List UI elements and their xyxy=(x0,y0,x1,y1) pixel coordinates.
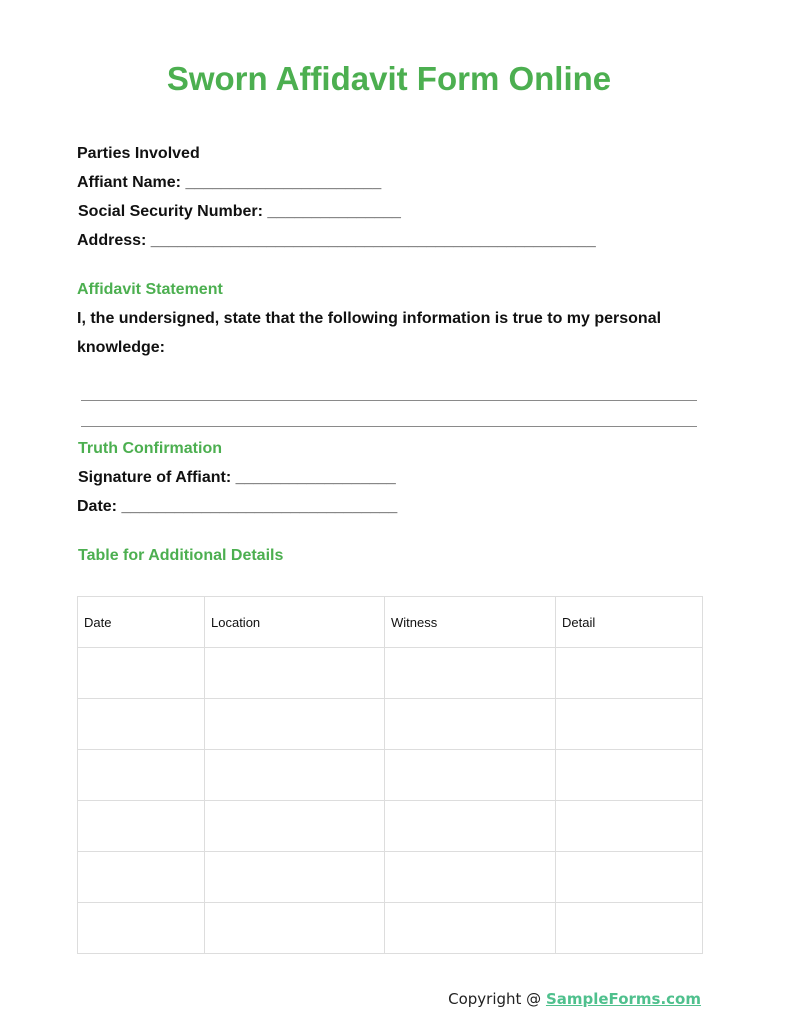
table-cell xyxy=(78,648,205,699)
address-field: Address: __________________________________________________ xyxy=(77,232,596,249)
table-cell xyxy=(556,903,703,954)
table-header-row xyxy=(78,597,703,648)
table-cell xyxy=(205,750,385,801)
table-cell xyxy=(385,852,556,903)
date-field: Date: _______________________________ xyxy=(77,498,398,515)
statement-blank-line-2 xyxy=(81,426,697,427)
table-cell xyxy=(385,648,556,699)
table-cell xyxy=(385,903,556,954)
table-row xyxy=(78,699,703,750)
table-cell xyxy=(78,750,205,801)
column-header-witness: Witness xyxy=(385,597,556,648)
table-cell xyxy=(556,750,703,801)
parties-heading: Parties Involved xyxy=(77,145,200,162)
table-cell xyxy=(556,699,703,750)
column-header-detail: Detail xyxy=(556,597,703,648)
table-row xyxy=(78,852,703,903)
table-cell xyxy=(385,801,556,852)
table-cell xyxy=(556,648,703,699)
column-header-date: Date xyxy=(78,597,205,648)
table-cell xyxy=(556,852,703,903)
affidavit-statement-heading: Affidavit Statement xyxy=(77,281,223,298)
table-cell xyxy=(385,699,556,750)
table-row xyxy=(78,648,703,699)
table-cell xyxy=(78,699,205,750)
table-row xyxy=(78,750,703,801)
affiant-name-field: Affiant Name: ______________________ xyxy=(77,174,382,191)
copyright-text: Copyright @ xyxy=(448,990,546,1008)
additional-details-heading: Table for Additional Details xyxy=(78,547,284,564)
table-cell xyxy=(78,903,205,954)
table-cell xyxy=(205,852,385,903)
table-row xyxy=(78,903,703,954)
ssn-field: Social Security Number: _______________ xyxy=(78,203,401,220)
table-row xyxy=(78,801,703,852)
column-header-location: Location xyxy=(205,597,385,648)
page-title: Sworn Affidavit Form Online xyxy=(166,60,612,97)
table-cell xyxy=(205,648,385,699)
statement-blank-line-1 xyxy=(81,400,697,401)
table-cell xyxy=(205,801,385,852)
table-cell xyxy=(385,750,556,801)
truth-confirmation-heading: Truth Confirmation xyxy=(78,440,222,457)
signature-field: Signature of Affiant: __________________ xyxy=(78,469,396,486)
additional-details-table xyxy=(77,596,703,954)
table-cell xyxy=(78,801,205,852)
table-cell xyxy=(205,699,385,750)
statement-text-line-2: knowledge: xyxy=(77,339,166,356)
table-cell xyxy=(205,903,385,954)
copyright-footer xyxy=(448,990,701,1008)
table-cell xyxy=(556,801,703,852)
sampleforms-link[interactable]: SampleForms.com xyxy=(545,990,701,1008)
statement-text-line-1: I, the undersigned, state that the following information is true to my personal xyxy=(77,310,662,327)
table-cell xyxy=(78,852,205,903)
